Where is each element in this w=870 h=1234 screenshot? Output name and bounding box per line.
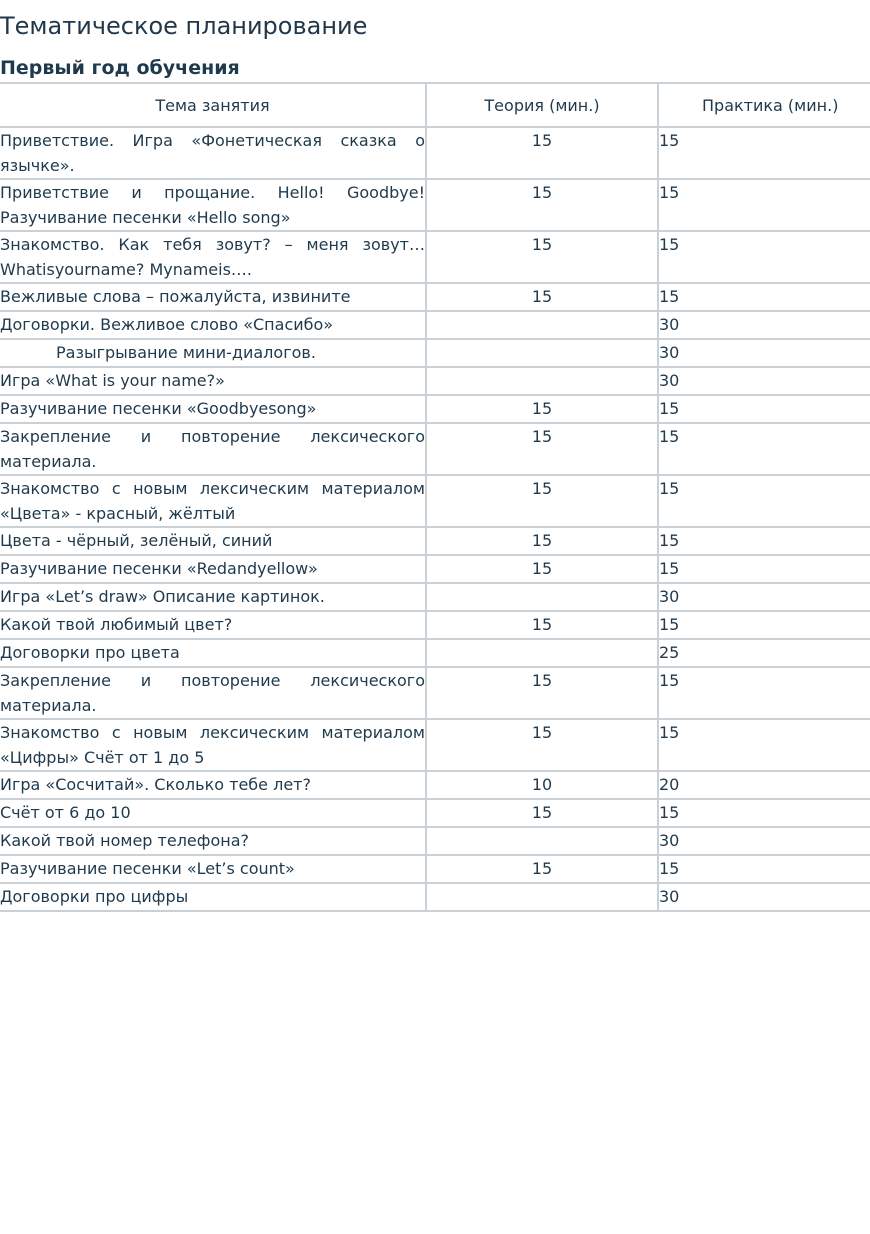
table-row [0, 639, 870, 667]
row-practice: 15 [658, 127, 870, 179]
row-practice: 15 [658, 799, 870, 827]
row-practice: 15 [658, 667, 870, 719]
row-theory: 15 [426, 799, 658, 827]
row-theory [426, 883, 658, 911]
table-header-row [0, 83, 870, 127]
row-topic: Приветствие и прощание. Hello! Goodbye! Разучивание песенки «Hello song» [0, 179, 426, 231]
row-theory [426, 583, 658, 611]
table-row [0, 283, 870, 311]
row-theory [426, 639, 658, 667]
row-practice: 20 [658, 771, 870, 799]
row-theory: 10 [426, 771, 658, 799]
table-row [0, 179, 870, 231]
row-topic: Знакомство с новым лексическим материалом «Цифры» Счёт от 1 до 5 [0, 719, 426, 771]
row-topic: Какой твой любимый цвет? [0, 611, 426, 639]
table-row [0, 555, 870, 583]
row-theory: 15 [426, 179, 658, 231]
row-topic: Игра «What is your name?» [0, 367, 426, 395]
row-practice: 30 [658, 827, 870, 855]
row-theory: 15 [426, 283, 658, 311]
table-row [0, 667, 870, 719]
row-theory: 15 [426, 475, 658, 527]
table-row [0, 583, 870, 611]
row-topic: Разучивание песенки «Let’s count» [0, 855, 426, 883]
row-theory: 15 [426, 855, 658, 883]
row-topic: Договорки про цифры [0, 883, 426, 911]
row-topic: Счёт от 6 до 10 [0, 799, 426, 827]
table-row [0, 395, 870, 423]
row-practice: 15 [658, 179, 870, 231]
table-row [0, 367, 870, 395]
table-row [0, 527, 870, 555]
row-topic: Разучивание песенки «Goodbyesong» [0, 395, 426, 423]
row-theory: 15 [426, 667, 658, 719]
table-row [0, 231, 870, 283]
row-theory: 15 [426, 719, 658, 771]
row-theory: 15 [426, 555, 658, 583]
row-topic: Договорки про цвета [0, 639, 426, 667]
table-row [0, 855, 870, 883]
table-row [0, 611, 870, 639]
thematic-plan-table [0, 82, 870, 912]
row-practice: 15 [658, 719, 870, 771]
table-row [0, 883, 870, 911]
row-theory: 15 [426, 127, 658, 179]
row-theory [426, 827, 658, 855]
row-topic: Игра «Let’s draw» Описание картинок. [0, 583, 426, 611]
section-title: Первый год обучения [0, 57, 240, 79]
page-title: Тематическое планирование [0, 12, 368, 40]
row-practice: 15 [658, 475, 870, 527]
row-practice: 30 [658, 367, 870, 395]
row-theory: 15 [426, 527, 658, 555]
table-row [0, 475, 870, 527]
row-practice: 15 [658, 855, 870, 883]
row-practice: 15 [658, 283, 870, 311]
header-theory: Теория (мин.) [426, 83, 658, 127]
table-row [0, 423, 870, 475]
row-theory: 15 [426, 395, 658, 423]
table-row [0, 827, 870, 855]
row-practice: 15 [658, 555, 870, 583]
row-theory: 15 [426, 423, 658, 475]
table-row [0, 799, 870, 827]
table-row [0, 719, 870, 771]
table-row [0, 339, 870, 367]
row-theory [426, 339, 658, 367]
row-practice: 30 [658, 311, 870, 339]
row-topic: Договорки. Вежливое слово «Спасибо» [0, 311, 426, 339]
row-practice: 15 [658, 395, 870, 423]
row-topic: Знакомство. Как тебя зовут? – меня зовут…Whatisyourname? Mynameis…. [0, 231, 426, 283]
table-row [0, 311, 870, 339]
row-topic: Разыгрывание мини-диалогов. [0, 339, 426, 367]
row-theory: 15 [426, 611, 658, 639]
row-practice: 15 [658, 527, 870, 555]
row-practice: 15 [658, 423, 870, 475]
row-topic: Игра «Сосчитай». Сколько тебе лет? [0, 771, 426, 799]
row-topic: Закрепление и повторение лексического материала. [0, 423, 426, 475]
row-topic: Разучивание песенки «Redandyellow» [0, 555, 426, 583]
row-theory: 15 [426, 231, 658, 283]
row-theory [426, 367, 658, 395]
row-practice: 15 [658, 231, 870, 283]
row-practice: 30 [658, 583, 870, 611]
row-topic: Закрепление и повторение лексического материала. [0, 667, 426, 719]
thematic-plan-table-wrapper [0, 82, 839, 912]
row-topic: Вежливые слова – пожалуйста, извините [0, 283, 426, 311]
row-topic: Какой твой номер телефона? [0, 827, 426, 855]
row-practice: 25 [658, 639, 870, 667]
row-practice: 30 [658, 339, 870, 367]
row-topic: Цвета - чёрный, зелёный, синий [0, 527, 426, 555]
row-topic: Знакомство с новым лексическим материалом «Цвета» - красный, жёлтый [0, 475, 426, 527]
row-practice: 15 [658, 611, 870, 639]
header-practice: Практика (мин.) [658, 83, 870, 127]
row-topic: Приветствие. Игра «Фонетическая сказка о язычке». [0, 127, 426, 179]
header-topic: Тема занятия [0, 83, 426, 127]
row-theory [426, 311, 658, 339]
table-row [0, 127, 870, 179]
table-row [0, 771, 870, 799]
row-practice: 30 [658, 883, 870, 911]
